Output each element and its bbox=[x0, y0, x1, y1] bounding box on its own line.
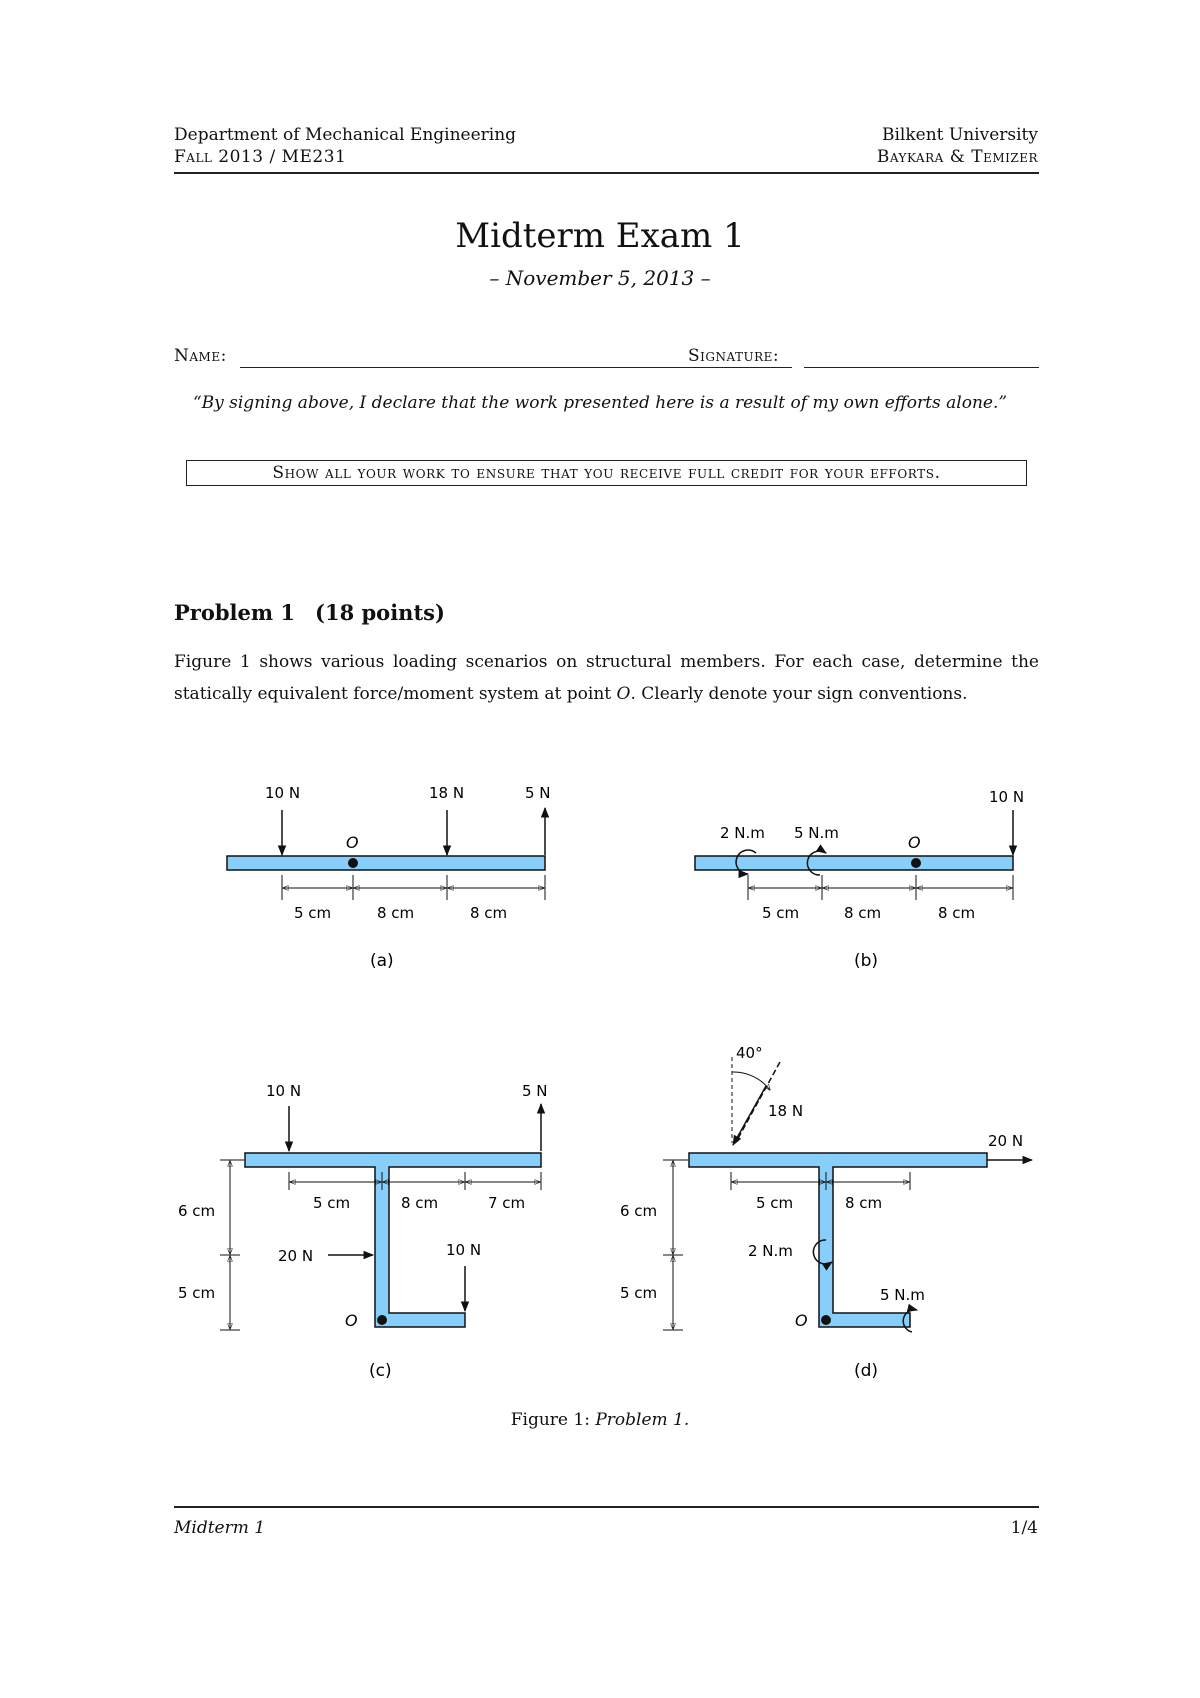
footer-exam-name: Midterm 1 bbox=[174, 1518, 266, 1538]
name-label: Name: bbox=[174, 346, 227, 366]
dim-label-b1: 5 cm bbox=[762, 904, 800, 922]
dim-label-c1: 5 cm bbox=[313, 1194, 351, 1212]
problem-title: Problem 1 bbox=[174, 600, 296, 625]
problem-text-part1: Figure 1 shows various loading scenarios on structural members. For each case, determine the statically equivalent force/moment system at point bbox=[174, 652, 1039, 704]
dim-label-c5: 5 cm bbox=[178, 1284, 216, 1302]
angle-label-d: 40° bbox=[736, 1044, 763, 1062]
moment-label-b2: 5 N.m bbox=[794, 824, 839, 842]
problem-point-name: O bbox=[616, 684, 631, 704]
point-o-label-d: O bbox=[795, 1311, 808, 1330]
footer-rule bbox=[174, 1506, 1039, 1508]
point-o-a bbox=[348, 858, 358, 868]
force-label-c3: 20 N bbox=[278, 1247, 314, 1265]
point-o-label-c: O bbox=[345, 1311, 358, 1330]
problem-text-part2: . Clearly denote your sign conventions. bbox=[630, 684, 968, 704]
dim-label-c2: 8 cm bbox=[401, 1194, 439, 1212]
caption-prefix: Figure 1: bbox=[510, 1410, 590, 1430]
point-o-label-a: O bbox=[346, 833, 359, 852]
dim-label-d4: 5 cm bbox=[620, 1284, 658, 1302]
figure-label-a: (a) bbox=[370, 951, 394, 971]
force-label-c2: 5 N bbox=[522, 1082, 548, 1100]
moment-label-d2: 5 N.m bbox=[880, 1286, 925, 1304]
beam-b bbox=[695, 856, 1013, 870]
exam-date: – November 5, 2013 – bbox=[489, 266, 711, 290]
dim-label-a2: 8 cm bbox=[377, 904, 415, 922]
dim-label-b3: 8 cm bbox=[938, 904, 976, 922]
dim-label-d2: 8 cm bbox=[845, 1194, 883, 1212]
beam-a bbox=[227, 856, 545, 870]
dim-label-c3: 7 cm bbox=[488, 1194, 526, 1212]
university-name: Bilkent University bbox=[881, 125, 1038, 145]
point-o-b bbox=[911, 858, 921, 868]
work-notice-box: Show all your work to ensure that you receive full credit for your efforts. bbox=[186, 460, 1027, 486]
dim-label-a1: 5 cm bbox=[294, 904, 332, 922]
point-o-d bbox=[821, 1315, 831, 1325]
problem-points: (18 points) bbox=[315, 600, 445, 625]
moment-label-d1: 2 N.m bbox=[748, 1242, 793, 1260]
force-label-c4: 10 N bbox=[446, 1241, 482, 1259]
signature-label: Signature: bbox=[688, 346, 780, 366]
course-term: Fall 2013 / ME231 bbox=[174, 147, 347, 167]
point-o-c bbox=[377, 1315, 387, 1325]
declaration-text: “By signing above, I declare that the work presented here is a result of my own efforts alone.” bbox=[192, 393, 1008, 413]
figure-label-c: (c) bbox=[369, 1361, 392, 1381]
force-label-d1: 18 N bbox=[768, 1102, 804, 1120]
dim-label-c4: 6 cm bbox=[178, 1202, 216, 1220]
dim-label-b2: 8 cm bbox=[844, 904, 882, 922]
figure-a bbox=[227, 784, 551, 971]
caption-text: Problem 1. bbox=[595, 1410, 690, 1430]
figure-label-d: (d) bbox=[854, 1361, 879, 1381]
exam-title: Midterm Exam 1 bbox=[455, 216, 745, 256]
force-label-a1: 10 N bbox=[265, 784, 301, 802]
dim-label-d1: 5 cm bbox=[756, 1194, 794, 1212]
moment-label-b1: 2 N.m bbox=[720, 824, 765, 842]
figure-c bbox=[178, 1082, 548, 1381]
dim-label-d3: 6 cm bbox=[620, 1202, 658, 1220]
force-label-d2: 20 N bbox=[988, 1132, 1024, 1150]
force-arrow-d1 bbox=[733, 1086, 766, 1145]
department-name: Department of Mechanical Engineering bbox=[174, 125, 517, 145]
figure-label-b: (b) bbox=[854, 951, 879, 971]
force-label-c1: 10 N bbox=[266, 1082, 302, 1100]
member-d bbox=[689, 1153, 987, 1327]
force-label-a2: 18 N bbox=[429, 784, 465, 802]
point-o-label-b: O bbox=[908, 833, 921, 852]
force-label-b1: 10 N bbox=[989, 788, 1025, 806]
angle-arc-d bbox=[732, 1072, 770, 1090]
figure-b bbox=[695, 788, 1024, 971]
instructor-names: Baykara & Temizer bbox=[876, 147, 1038, 167]
dim-label-a3: 8 cm bbox=[470, 904, 508, 922]
page-number: 1/4 bbox=[1010, 1518, 1038, 1538]
figure-d bbox=[620, 1044, 1032, 1381]
force-label-a3: 5 N bbox=[525, 784, 551, 802]
figure-caption bbox=[0, 1410, 1200, 1430]
